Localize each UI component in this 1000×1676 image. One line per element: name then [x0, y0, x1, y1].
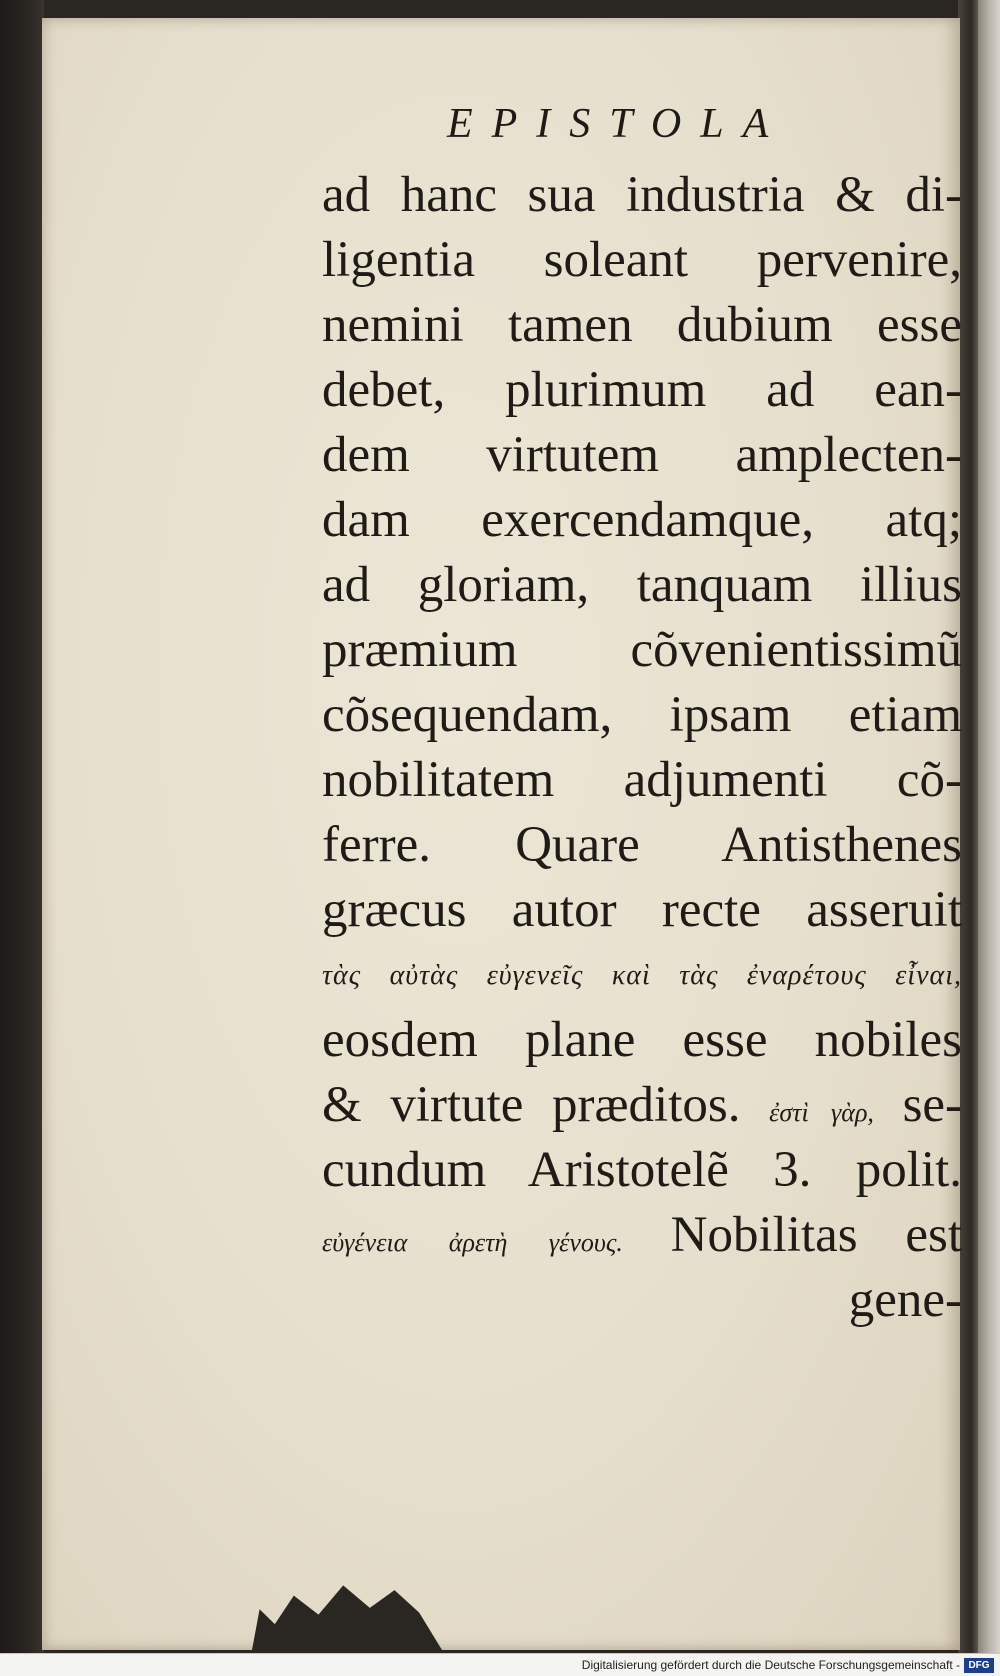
running-head: EPISTOLA [447, 101, 788, 147]
text-line-14: eosdem plane esse nobiles [322, 1012, 962, 1068]
text-line-9: cõsequendam, ipsam etiam [322, 687, 962, 743]
greek-line-1: τὰς αὐτὰς εὐγενεῖς καὶ τὰς ἐναρέτους εἶναι, [322, 960, 962, 991]
text-line-1: ad hanc sua industria & di- [322, 167, 962, 223]
footer-bar [0, 1653, 1000, 1676]
text-line-17-latin: Nobilitas est [670, 1207, 962, 1263]
text-line-4: debet, plurimum ad ean- [322, 362, 962, 418]
text-line-15-end: se- [902, 1077, 963, 1133]
book-page [42, 18, 963, 1650]
scan-background-right [978, 0, 1000, 1676]
text-line-15 [322, 1073, 962, 1138]
text-line-16: cundum Aristotelẽ 3. polit. [322, 1142, 962, 1198]
text-line-2: ligentia soleant pervenire, [322, 232, 962, 288]
text-line-5: dem virtutem amplecten- [322, 427, 962, 483]
catchword: gene- [848, 1272, 962, 1328]
text-line-3: nemini tamen dubium esse [322, 297, 962, 353]
dfg-logo: DFG [964, 1658, 994, 1673]
text-line-10: nobilitatem adjumenti cõ- [322, 752, 962, 808]
funding-credit: Digitalisierung gefördert durch die Deutsche Forschungsgemeinschaft - [581, 1658, 960, 1672]
scan-background-left [0, 0, 44, 1676]
text-line-12: græcus autor recte asseruit [322, 882, 962, 938]
text-line-11: ferre. Quare Antisthenes [322, 817, 962, 873]
text-line-8: præmium cõvenientissimũ [322, 622, 962, 678]
text-line-7: ad gloriam, tanquam illius [322, 557, 962, 613]
text-block [322, 163, 962, 1333]
greek-line-2: εὐγένεια ἀρετὴ γένους. [322, 1228, 623, 1257]
text-line-17 [322, 1203, 962, 1268]
text-line-15-start: & virtute præditos. [322, 1077, 741, 1133]
greek-inline-1: ἐστὶ γὰρ, [769, 1098, 874, 1127]
text-line-6: dam exercendamque, atq; [322, 492, 962, 548]
